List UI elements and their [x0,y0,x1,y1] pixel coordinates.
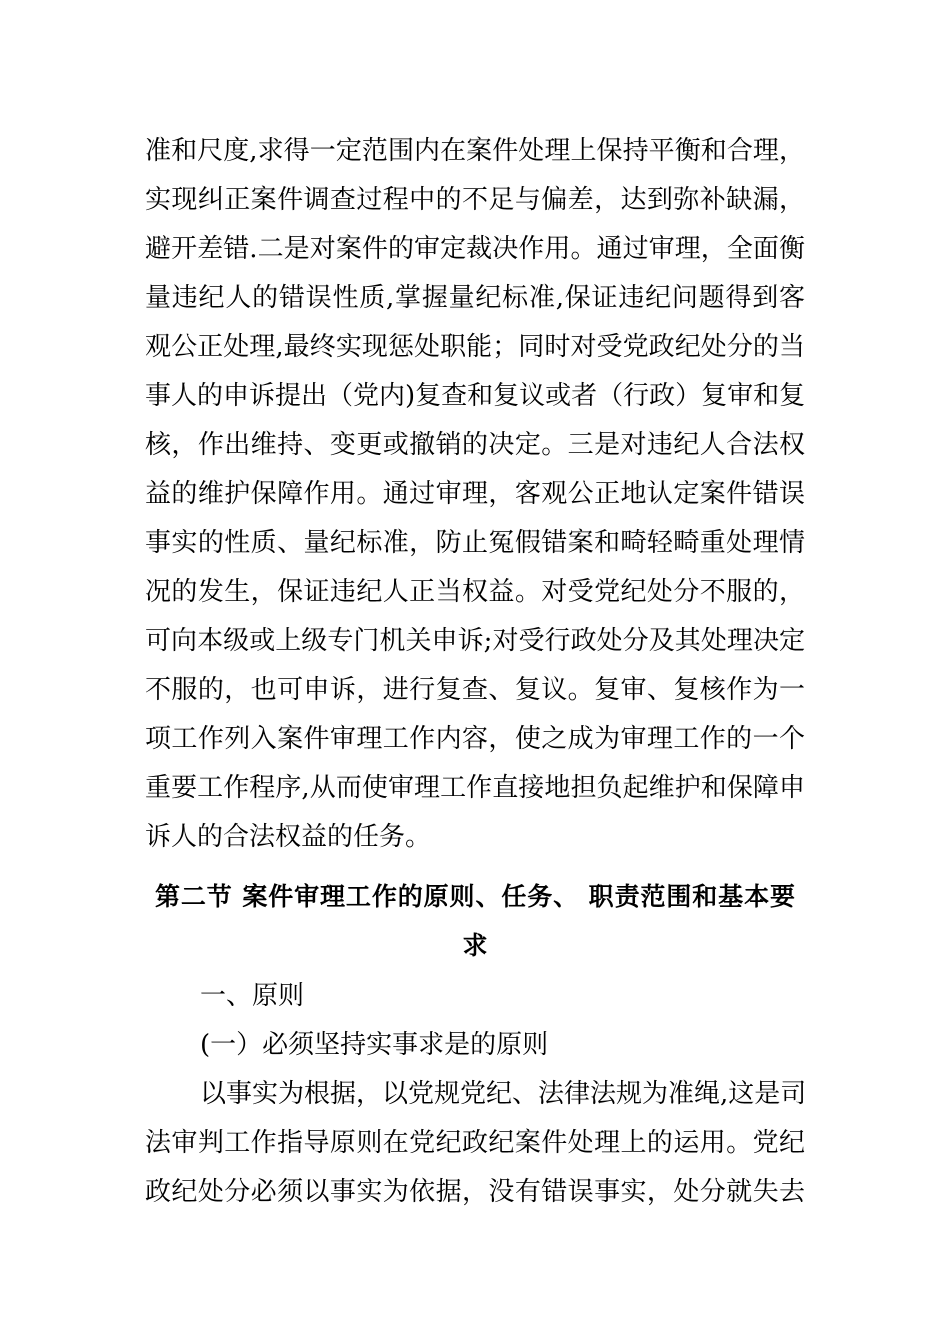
text-line: 诉人的合法权益的任务。 [145,822,432,852]
text-line: 核，作出维持、变更或撤销的决定。三是对违纪人合法权 [145,430,805,460]
text-line: 法审判工作指导原则在党纪政纪案件处理上的运用。党纪 [145,1128,805,1158]
text-line: 不服的，也可申诉，进行复查、复议。复审、复核作为一 [145,675,805,705]
text-line: 可向本级或上级专门机关申诉;对受行政处分及其处理决定 [145,626,805,656]
text-line: 政纪处分必须以事实为依据，没有错误事实，处分就失去 [145,1177,805,1207]
text-line: 事人的申诉提出（党内)复查和复议或者（行政）复审和复 [145,381,806,411]
text-line: 避开差错.二是对案件的审定裁决作用。通过审理，全面衡 [145,234,805,264]
subheading-principle-1: (一）必须坚持实事求是的原则 [200,1030,549,1060]
text-line: 况的发生，保证违纪人正当权益。对受党纪处分不服的， [145,577,805,607]
subheading-principles: 一、原则 [200,981,305,1011]
text-line: 量违纪人的错误性质,掌握量纪标准,保证违纪问题得到客 [145,283,805,313]
section-heading-line: 第二节 案件审理工作的原则、任务、 职责范围和基本要 [155,882,795,911]
text-line: 以事实为根据，以党规党纪、法律法规为准绳,这是司 [200,1079,807,1109]
text-line: 观公正处理,最终实现惩处职能；同时对受党政纪处分的当 [145,332,805,362]
text-line: 实现纠正案件调查过程中的不足与偏差，达到弥补缺漏， [145,185,805,215]
text-line: 重要工作程序,从而使审理工作直接地担负起维护和保障申 [145,773,805,803]
text-line: 事实的性质、量纪标准，防止冤假错案和畸轻畸重处理情 [145,528,805,558]
text-line: 准和尺度,求得一定范围内在案件处理上保持平衡和合理， [145,136,805,166]
section-heading-line: 求 [462,931,488,960]
text-line: 项工作列入案件审理工作内容，使之成为审理工作的一个 [145,724,805,754]
text-line: 益的维护保障作用。通过审理，客观公正地认定案件错误 [145,479,805,509]
